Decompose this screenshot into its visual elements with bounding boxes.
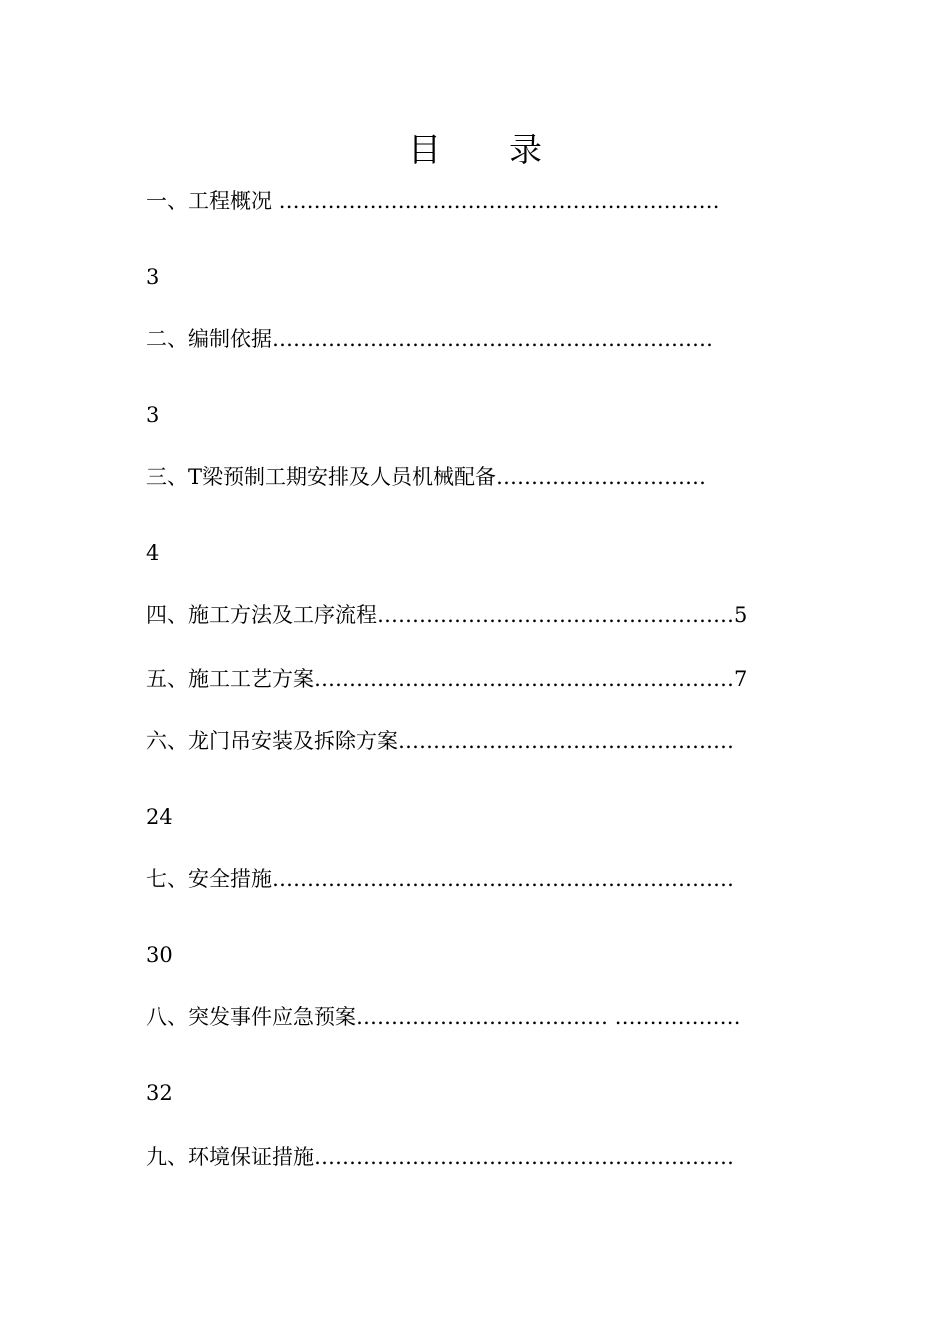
toc-title: 目录 [408,130,610,169]
toc-entry-3: 三、T梁预制工期安排及人员机械配备………………………… [146,465,707,489]
toc-page-2: 3 [146,403,160,427]
toc-page-3: 4 [146,541,160,565]
toc-page-8: 32 [146,1081,173,1105]
toc-page-7: 30 [146,943,173,967]
toc-entry-2: 二、编制依据……………………………………………………… [146,327,713,351]
toc-page-1: 3 [146,265,160,289]
toc-entry-7: 七、安全措施………………………………………………………… [146,867,734,891]
toc-page-6: 24 [146,805,173,829]
toc-entry-1: 一、工程概况 ……………………………………………………… [146,189,720,213]
toc-entry-4: 四、施工方法及工序流程……………………………………………5 [146,603,748,627]
toc-entry-8: 八、突发事件应急预案……………………………… ……………… [146,1005,741,1029]
toc-entry-9: 九、环境保证措施…………………………………………………… [146,1145,734,1169]
toc-entry-5: 五、施工工艺方案……………………………………………………7 [146,667,748,691]
toc-entry-6: 六、龙门吊安装及拆除方案………………………………………… [146,729,734,753]
